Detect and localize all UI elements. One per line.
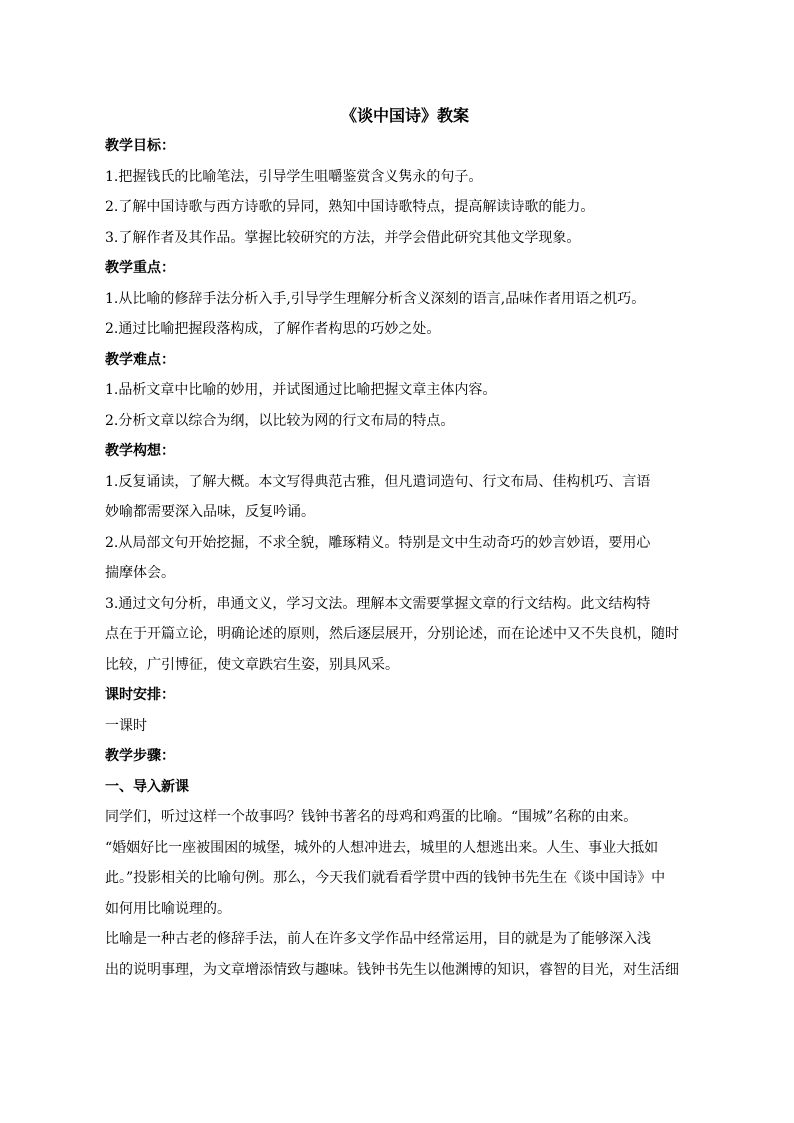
key-point-item: 1.从比喻的修辞手法分析入手,引导学生理解分析含义深刻的语言,品味作者用语之机巧。 bbox=[105, 290, 646, 307]
paragraph-line: 同学们，听过这样一个故事吗？钱钟书著名的母鸡和鸡蛋的比喻。“围城”名称的由来。 bbox=[105, 809, 638, 825]
paragraph-line: 妙喻都需要深入品味，反复吟诵。 bbox=[105, 504, 315, 520]
paragraph-line: 比喻是一种古老的修辞手法，前人在许多文学作品中经常运用，目的就是为了能够深入浅 bbox=[105, 931, 651, 947]
key-points-heading: 教学重点： bbox=[105, 260, 175, 276]
design-heading: 教学构想： bbox=[105, 443, 175, 459]
goal-item: 1.把握钱氏的比喻笔法，引导学生咀嚼鉴赏含义隽永的句子。 bbox=[105, 168, 483, 185]
paragraph-line: “婚姻好比一座被围困的城堡，城外的人想冲进去，城里的人想逃出来。人生、事业大抵如 bbox=[105, 839, 659, 856]
steps-paragraph bbox=[105, 924, 705, 985]
difficulty-item: 1.品析文章中比喻的妙用，并试图通过比喻把握文章主体内容。 bbox=[105, 382, 497, 398]
paragraph-line: 比较，广引博征，使文章跌宕生姿，别具风采。 bbox=[105, 656, 399, 673]
goal-item: 3.了解作者及其作品。掌握比较研究的方法，并学会借此研究其他文学现象。 bbox=[105, 229, 581, 246]
schedule-heading: 课时安排： bbox=[105, 687, 175, 703]
paragraph-line: 如何用比喻说理的。 bbox=[105, 900, 231, 917]
design-paragraph bbox=[105, 467, 705, 528]
goal-item: 2.了解中国诗歌与西方诗歌的异同，熟知中国诗歌特点，提高解读诗歌的能力。 bbox=[105, 199, 595, 215]
paragraph-line: 揣摩体会。 bbox=[105, 565, 175, 581]
paragraph-line: 2.从局部文句开始挖掘，不求全貌，雕琢精义。特别是文中生动奇巧的妙言妙语，要用心 bbox=[105, 534, 651, 551]
steps-heading: 教学步骤： bbox=[105, 748, 175, 764]
design-paragraph bbox=[105, 528, 705, 589]
paragraph-line: 点在于开篇立论，明确论述的原则，然后逐层展开，分别论述，而在论述中又不失良机，随时 bbox=[105, 626, 679, 642]
paragraph-line: 此。”投影相关的比喻句例。那么，今天我们就看看学贯中西的钱钟书先生在《谈中国诗》中 bbox=[105, 870, 666, 886]
difficulty-item: 2.分析文章以综合为纲，以比较为网的行文布局的特点。 bbox=[105, 412, 455, 429]
schedule-value: 一课时 bbox=[105, 717, 147, 734]
steps-paragraph bbox=[105, 802, 705, 924]
goals-heading: 教学目标： bbox=[105, 138, 175, 154]
design-paragraph bbox=[105, 589, 705, 681]
key-point-item: 2.通过比喻把握段落构成，了解作者构思的巧妙之处。 bbox=[105, 321, 441, 337]
difficulties-heading: 教学难点： bbox=[105, 351, 175, 368]
document-title: 《谈中国诗》教案 bbox=[340, 106, 469, 125]
paragraph-line: 3.通过文句分析，串通文义，学习文法。理解本文需要掌握文章的行文结构。此文结构特 bbox=[105, 595, 651, 612]
paragraph-line: 出的说明事理，为文章增添情致与趣味。钱钟书先生以他渊博的知识，睿智的目光，对生活细 bbox=[105, 961, 679, 978]
document-body bbox=[105, 101, 705, 985]
paragraph-line: 1.反复诵读，了解大概。本文写得典范古雅，但凡遣词造句、行文布局、佳构机巧、言语 bbox=[105, 473, 651, 490]
steps-subheading: 一、导入新课 bbox=[105, 778, 189, 795]
